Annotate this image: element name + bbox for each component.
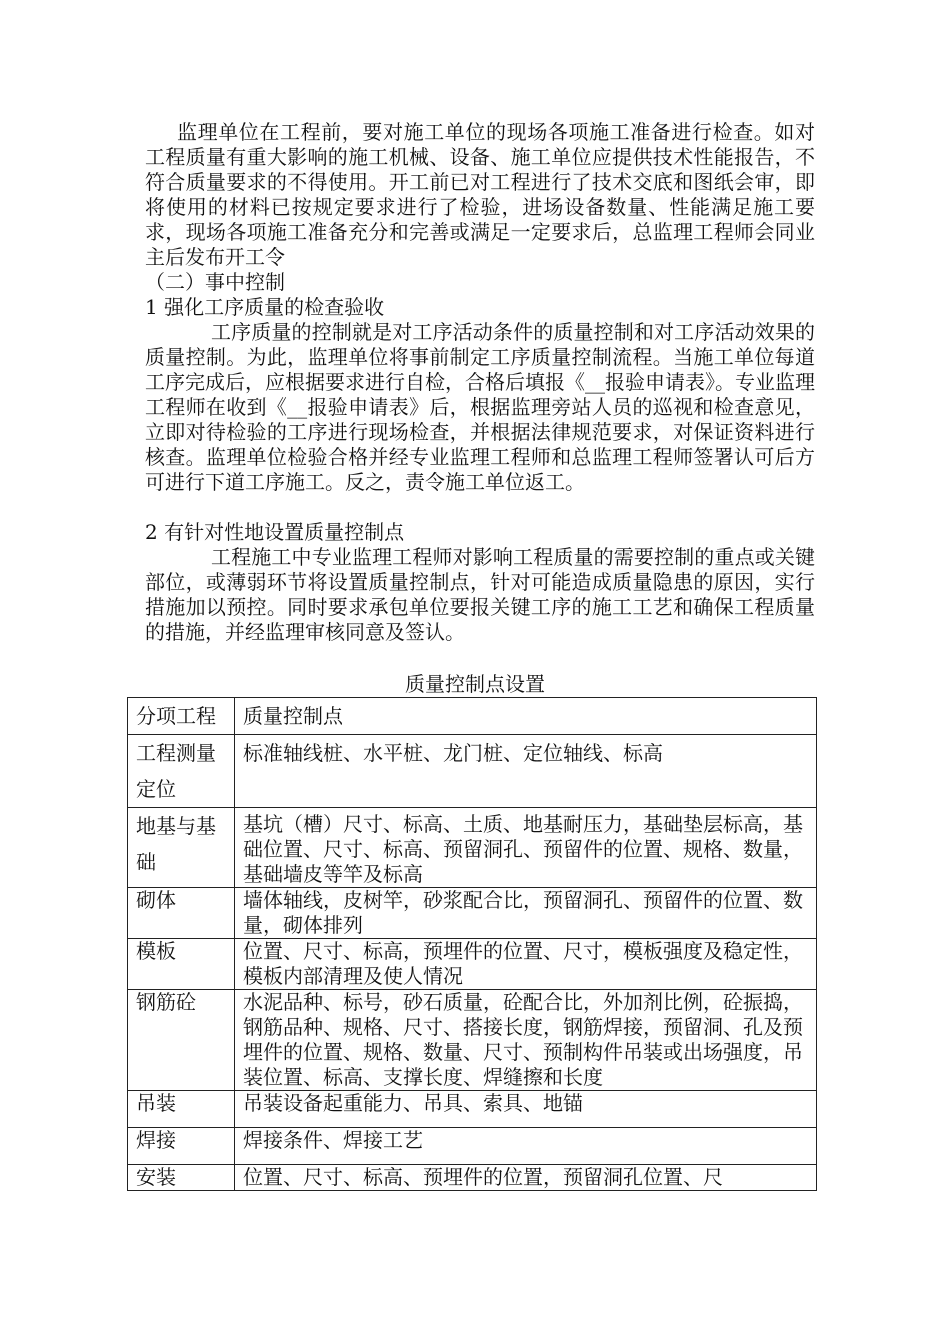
paragraph-process-quality: 工序质量的控制就是对工序活动条件的质量控制和对工序活动效果的质量控制。为此，监理单位将事前制定工序质量控制流程。当施工单位每道工序完成后，应根据要求进行自检，合格后填报《__报验申请表》。专业监理工程师在收到《__报验申请表》后，根据监理旁站人员的巡视和检查意见，立即对待检验的工序进行现场检查，并根据法律规范要求，对保证资料进行核查。监理单位检验合格并经专业监理工程师和总监理工程师签署认可后方可进行下道工序施工。反之，责令施工单位返工。 xyxy=(145,320,815,494)
table-cell-subitem: 地基与基础 xyxy=(128,808,235,888)
table-cell-control-point: 标准轴线桩、水平桩、龙门桩、定位轴线、标高 xyxy=(235,735,817,808)
table-row xyxy=(128,990,817,1091)
section-heading-in-process-control: （二）事中控制 xyxy=(145,270,285,294)
table-cell-control-point: 位置、尺寸、标高、预埋件的位置，预留洞孔位置、尺 xyxy=(235,1165,817,1191)
heading-control-points: 2 有针对性地设置质量控制点 xyxy=(145,520,405,544)
table-row xyxy=(128,1165,817,1191)
table-row xyxy=(128,1128,817,1165)
header-cell-subitem: 分项工程 xyxy=(128,698,235,735)
table-row xyxy=(128,888,817,939)
table-row xyxy=(128,735,817,808)
table-cell-control-point: 焊接条件、焊接工艺 xyxy=(235,1128,817,1165)
paragraph-pre-construction-check: 监理单位在工程前，要对施工单位的现场各项施工准备进行检查。如对工程质量有重大影响的施工机械、设备、施工单位应提供技术性能报告，不符合质量要求的不得使用。开工前已对工程进行了技术交底和图纸会审，即将使用的材料已按规定要求进行了检验，进场设备数量、性能满足施工要求，现场各项施工准备充分和完善或满足一定要求后，总监理工程师会同业主后发布开工令 xyxy=(145,120,815,269)
table-cell-control-point: 基坑（槽）尺寸、标高、土质、地基耐压力，基础垫层标高，基础位置、尺寸、标高、预留洞孔、预留件的位置、规格、数量，基础墙皮等竿及标高 xyxy=(235,808,817,888)
table-cell-control-point: 水泥品种、标号，砂石质量，砼配合比，外加剂比例，砼振捣，钢筋品种、规格、尺寸、搭接长度，钢筋焊接，预留洞、孔及预埋件的位置、规格、数量、尺寸、预制构件吊装或出场强度，吊装位置、标高、支撑长度、焊缝擦和长度 xyxy=(235,990,817,1091)
table-caption: 质量控制点设置 xyxy=(405,672,545,696)
table-cell-subitem: 安装 xyxy=(128,1165,235,1191)
table-row xyxy=(128,1091,817,1128)
table-row xyxy=(128,808,817,888)
table-cell-subitem: 模板 xyxy=(128,939,235,990)
table-cell-control-point: 吊装设备起重能力、吊具、索具、地锚 xyxy=(235,1091,817,1128)
table-header-row xyxy=(128,698,817,735)
table-cell-subitem: 钢筋砼 xyxy=(128,990,235,1091)
table-cell-subitem: 工程测量定位 xyxy=(128,735,235,808)
table-cell-subitem: 吊装 xyxy=(128,1091,235,1128)
table-cell-subitem: 砌体 xyxy=(128,888,235,939)
quality-control-points-table xyxy=(127,697,817,1191)
table-row xyxy=(128,939,817,990)
paragraph-control-points: 工程施工中专业监理工程师对影响工程质量的需要控制的重点或关键部位，或薄弱环节将设置质量控制点，针对可能造成质量隐患的原因，实行措施加以预控。同时要求承包单位要报关键工序的施工工艺和确保工程质量的措施，并经监理审核同意及签认。 xyxy=(145,545,815,644)
heading-process-inspection: 1 强化工序质量的检查验收 xyxy=(145,295,385,319)
header-cell-control-point: 质量控制点 xyxy=(235,698,817,735)
table-cell-control-point: 位置、尺寸、标高，预埋件的位置、尺寸，模板强度及稳定性，模板内部清理及使人情况 xyxy=(235,939,817,990)
table-cell-subitem: 焊接 xyxy=(128,1128,235,1165)
table-cell-control-point: 墙体轴线，皮树竿，砂浆配合比，预留洞孔、预留件的位置、数量，砌体排列 xyxy=(235,888,817,939)
